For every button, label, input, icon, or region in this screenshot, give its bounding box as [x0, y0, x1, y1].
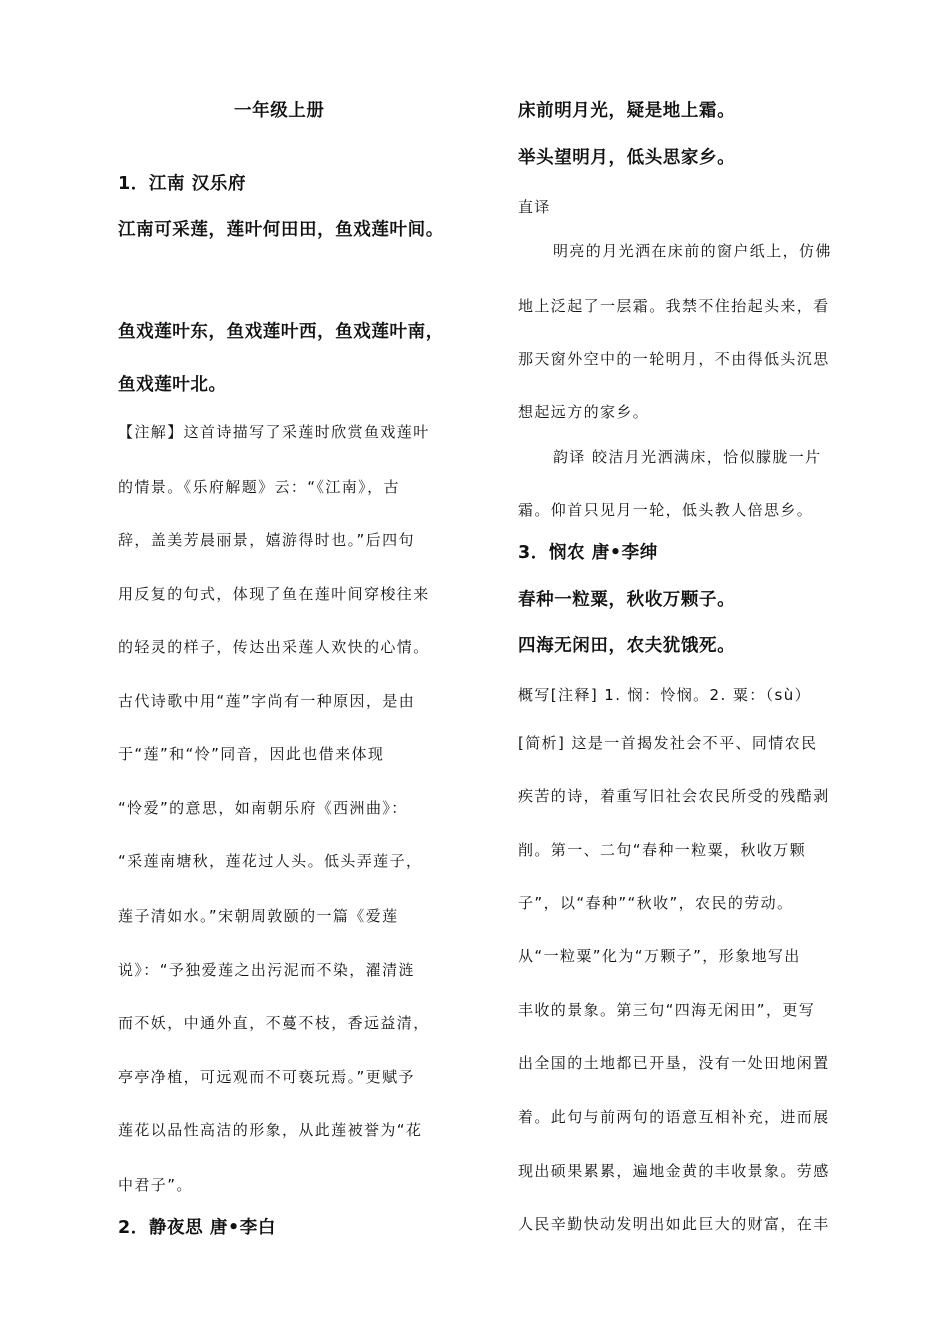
rhyme-translation-line: 霜。仰首只见月一轮，低头教人倍思乡。 [518, 501, 814, 519]
poem2-line-1: 床前明月光，疑是地上霜。 [518, 101, 736, 121]
poem3-line-2: 四海无闲田，农夫犹饿死。 [518, 636, 736, 656]
poem1-note-line: 莲子清如水。”宋朝周敦颐的一篇《爱莲 [118, 907, 399, 925]
poem3-analysis-line: [简析] 这是一首揭发社会不平、同情农民 [518, 734, 818, 752]
translation-line: 想起远方的家乡。 [518, 403, 650, 421]
poem3-analysis-line: 概写[注释] 1. 悯：怜悯。2. 粟：（sù） [518, 686, 812, 704]
poem3-analysis-line: 疾苦的诗，着重写旧社会农民所受的残酷剥 [518, 787, 830, 805]
poem1-line-3: 鱼戏莲叶北。 [118, 375, 227, 395]
poem1-note-line: 莲花以品性高洁的形象，从此莲被誉为“花 [118, 1121, 423, 1139]
poem2-line-2: 举头望明月，低头思家乡。 [518, 148, 736, 168]
poem1-note-line: 的轻灵的样子，传达出采莲人欢快的心情。 [118, 638, 430, 656]
translation-line: 那天窗外空中的一轮明月，不由得低头沉思 [518, 350, 830, 368]
poem2-heading: 2．静夜思 唐•李白 [118, 1218, 276, 1238]
poem3-analysis-line: 出全国的土地都已开垦，没有一处田地闲置 [518, 1054, 830, 1072]
poem1-note-line: 于“莲”和“怜”同音，因此也借来体现 [118, 745, 385, 763]
poem3-line-1: 春种一粒粟，秋收万颗子。 [518, 590, 736, 610]
poem3-analysis-line: 人民辛勤快动发明出如此巨大的财富，在丰 [518, 1215, 830, 1233]
page-title: 一年级上册 [234, 101, 325, 121]
poem1-note-line: 说》：“予独爱莲之出污泥而不染，濯清涟 [118, 961, 415, 979]
poem3-analysis-line: 丰收的景象。第三句“四海无闲田”，更写 [518, 1001, 816, 1019]
poem1-note-line: 中君子”。 [118, 1176, 193, 1194]
poem1-note-line: 古代诗歌中用“莲”字尚有一种原因，是由 [118, 692, 416, 710]
translation-label: 直译 [518, 198, 551, 216]
poem1-note-line: 而不妖，中通外直，不蔓不枝，香远益清， [118, 1014, 430, 1032]
poem1-line-2: 鱼戏莲叶东，鱼戏莲叶西，鱼戏莲叶南， [118, 322, 444, 342]
translation-line: 地上泛起了一层霜。我禁不住抬起头来，看 [518, 297, 830, 315]
poem1-note-line: 亭亭净植，可远观而不可亵玩焉。”更赋予 [118, 1068, 415, 1086]
translation-line: 明亮的月光洒在床前的窗户纸上，仿佛 [553, 242, 832, 260]
poem1-note-line: 辞，盖美芳晨丽景，嬉游得时也。”后四句 [118, 531, 415, 549]
poem1-note-line: “采莲南塘秋，莲花过人头。低头弄莲子， [118, 852, 423, 870]
poem3-analysis-line: 子”，以“春种”“秋收”，农民的劳动。 [518, 894, 794, 912]
poem1-note-line: 【注解】这首诗描写了采莲时欣赏鱼戏莲叶 [118, 423, 430, 441]
poem1-note-line: 的情景。《乐府解题》云：“《江南》，古 [118, 478, 400, 496]
poem3-analysis-line: 现出硕果累累，遍地金黄的丰收景象。劳感 [518, 1162, 830, 1180]
poem3-analysis-line: 削。第一、二句“春种一粒粟，秋收万颗 [518, 841, 806, 859]
poem3-heading: 3．悯农 唐•李绅 [518, 543, 658, 563]
poem1-heading: 1．江南 汉乐府 [118, 174, 247, 194]
poem1-note-line: “怜爱”的意思，如南朝乐府《西洲曲》： [118, 799, 408, 817]
poem1-line-1: 江南可采莲，莲叶何田田，鱼戏莲叶间。 [118, 220, 444, 240]
poem3-analysis-line: 从“一粒粟”化为“万颗子”，形象地写出 [518, 947, 801, 965]
poem1-note-line: 用反复的句式，体现了鱼在莲叶间穿梭往来 [118, 585, 430, 603]
rhyme-translation-line: 韵译 皎洁月光洒满床，恰似朦胧一片 [553, 448, 822, 466]
poem3-analysis-line: 着。此句与前两句的语意互相补充，进而展 [518, 1108, 830, 1126]
